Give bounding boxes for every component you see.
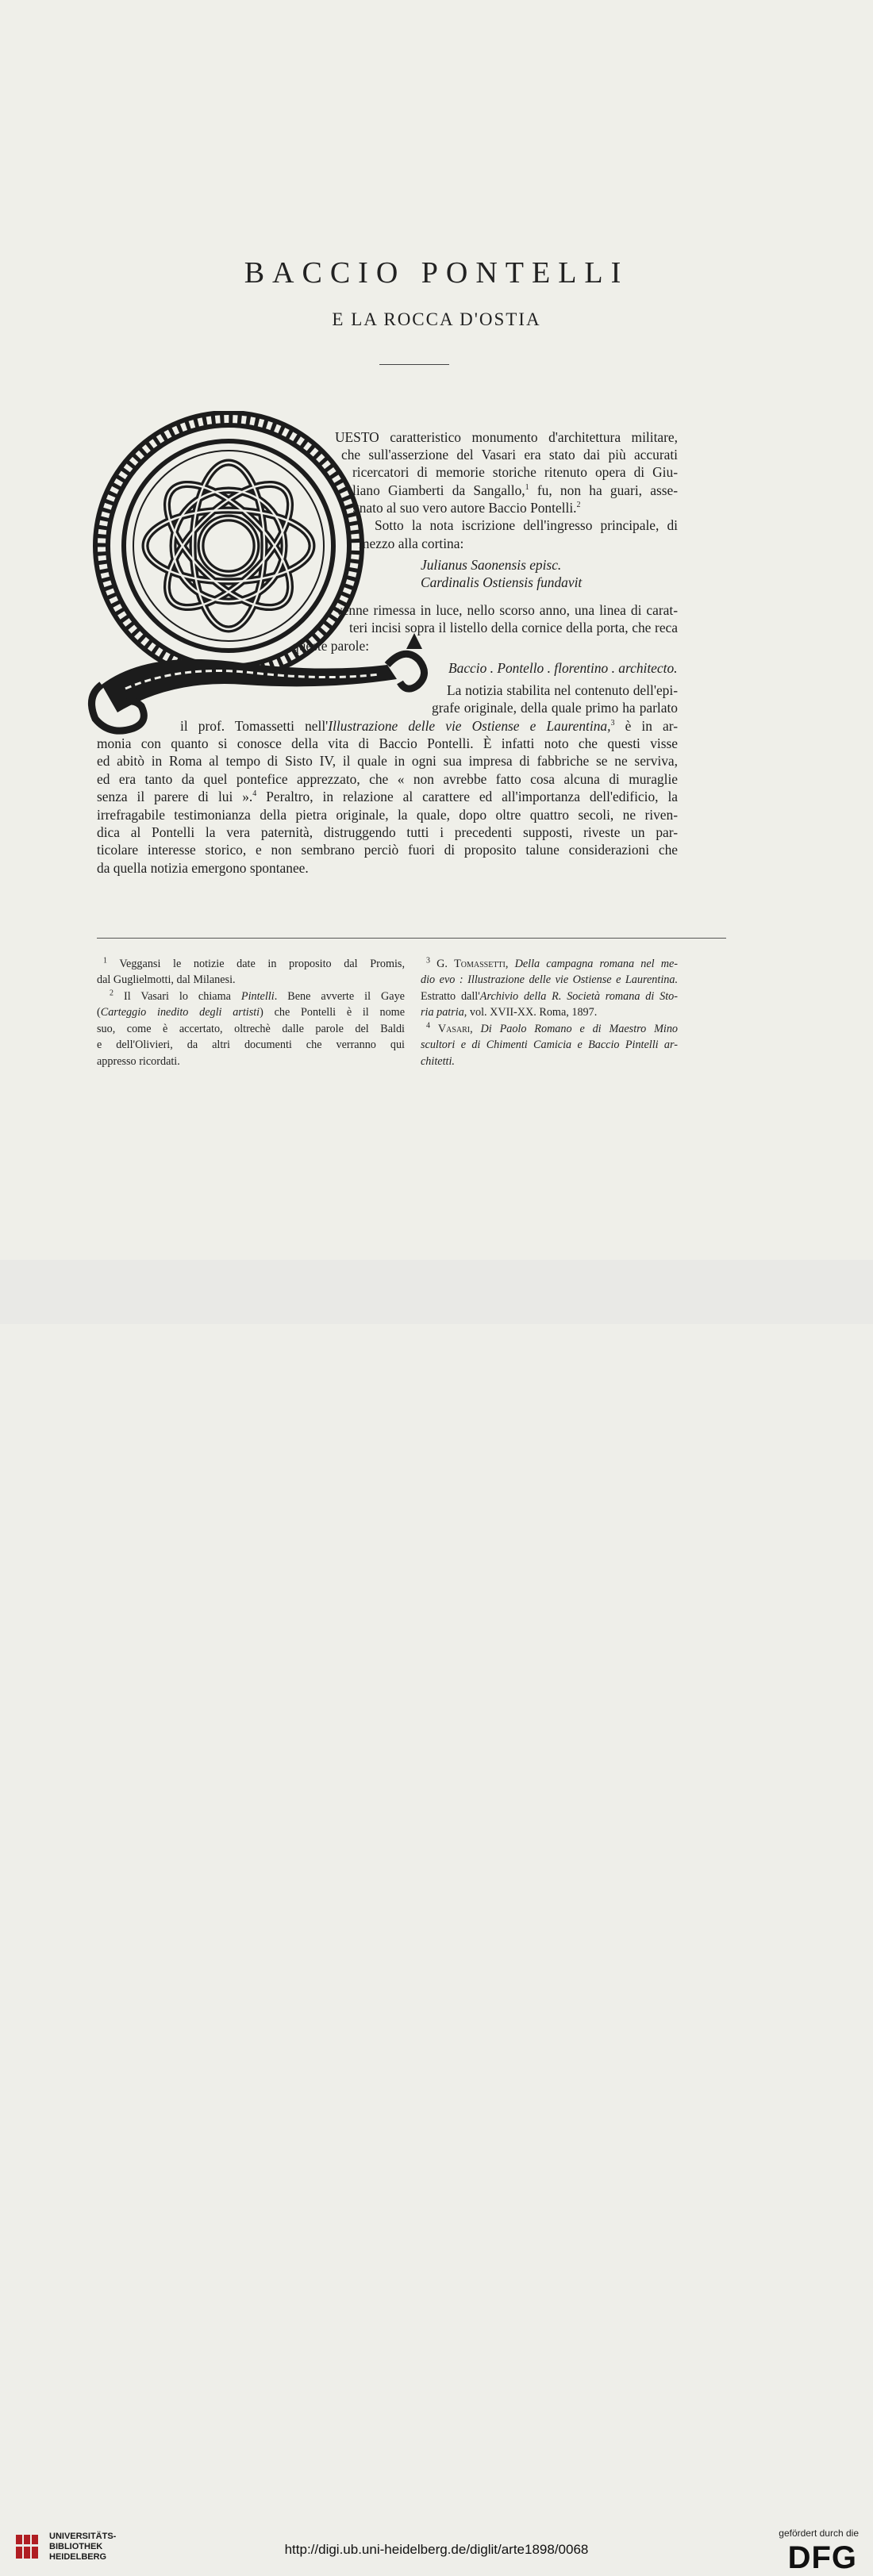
footnote-line: appresso ricordati.	[97, 1055, 180, 1068]
footnote-line: $^1$ Veggansi le notizie date in proposito dal Promis,	[103, 956, 405, 970]
article-title: BACCIO PONTELLI	[244, 256, 629, 290]
footnote-line: $^3$ G. Tomassetti, Della campagna romana nel me-	[426, 956, 679, 970]
footer-bar	[0, 1260, 873, 2575]
body-text-line: ed era tanto da quel pontefice apprezzato, che « non avrebbe fatto cosa alcuna di muraglie	[97, 771, 678, 787]
article-subtitle: E LA ROCCA D'OSTIA	[332, 309, 541, 329]
body-text-line: Sotto la nota iscrizione dell'ingresso principale, di	[375, 517, 678, 533]
body-text-line: queste parole:	[292, 638, 370, 654]
body-text-line: Cardinalis Ostiensis fundavit	[421, 574, 583, 590]
body-text-line: UESTO caratteristico monumento d'architettura militare,	[335, 429, 678, 445]
footnote-line: dio evo : Illustrazione delle vie Ostiense e Laurentina.	[421, 973, 678, 986]
footnote-line: (Carteggio inedito degli artisti) che Pontelli è il nome	[97, 1006, 405, 1019]
body-text-line: mezzo alla cortina:	[359, 536, 464, 551]
body-text-line: Julianus Saonensis episc.	[421, 557, 562, 573]
body-text-line: che sull'asserzione del Vasari era stato dai più accurati	[341, 447, 678, 463]
body-text-line: senza il parere di lui ».$^4$ Peraltro, in relazione al carattere ed all'importanza dell'edificio, la	[97, 789, 678, 804]
footnote-line: $^4$ Vasari, Di Paolo Romano e di Maestro Mino	[426, 1021, 679, 1035]
source-url-link[interactable]: http://digi.ub.uni-heidelberg.de/diglit/arte1898/0068	[284, 2542, 589, 2557]
body-text-line: monia con quanto si conosce della vita di Baccio Pontelli. È infatti noto che questi visse	[97, 735, 678, 751]
body-text-line: ricercatori di memorie storiche ritenuto opera di Giu-	[352, 464, 678, 480]
dfg-logo: DFG	[787, 2540, 857, 2575]
body-text-line: ticolare interesse storico, e non sembrano perciò fuori di proposito talune considerazioni che	[97, 842, 678, 858]
footnote-line: e dell'Olivieri, da altri documenti che verranno qui	[97, 1038, 405, 1051]
footnote-line: chitetti.	[421, 1055, 455, 1068]
title-divider	[379, 364, 449, 365]
scanned-page	[0, 0, 873, 1260]
body-text-line: dica al Pontelli la vera paternità, distruggendo tutti i precedenti supposti, riveste un par-	[97, 824, 678, 840]
footnote-rule	[97, 938, 726, 939]
footnote-line: suo, come è accertato, oltrechè dalle parole del Baldi	[97, 1023, 405, 1035]
body-text-line: da quella notizia emergono spontanee.	[97, 860, 309, 876]
body-text-line: liano Giamberti da Sangallo,$^1$ fu, non ha guari, asse-	[352, 482, 678, 498]
footnote-line: Estratto dall'Archivio della R. Società romana di Sto-	[421, 990, 678, 1003]
funding-text: gefördert durch die	[779, 2528, 859, 2539]
university-library-name: UNIVERSITÄTS- BIBLIOTHEK HEIDELBERG	[49, 2532, 117, 2562]
body-text-line: Baccio . Pontello . florentino . architecto.	[448, 660, 678, 676]
body-text-line: La notizia stabilita nel contenuto dell'epi-	[447, 682, 678, 698]
footnote-line: ria patria, vol. XVII-XX. Roma, 1897.	[421, 1006, 598, 1019]
body-text-line: irrefragabile testimonianza della pietra originale, la quale, dopo oltre quattro secoli, ne riven-	[97, 807, 678, 823]
body-text-line: il prof. Tomassetti nell'Illustrazione delle vie Ostiense e Laurentina,$^3$ è in ar-	[180, 718, 678, 734]
footnote-line: scultori e di Chimenti Camicia e Baccio Pintelli ar-	[421, 1038, 678, 1051]
body-text-line: venne rimessa in luce, nello scorso anno, una linea di carat-	[336, 602, 678, 618]
body-text-line: ed abitò in Roma al tempo di Sisto IV, il quale in ogni sua impresa di fabbriche se ne serviva,	[97, 753, 678, 769]
footnote-line: $^2$ Il Vasari lo chiama Pintelli. Bene avverte il Gaye	[110, 989, 405, 1003]
footnote-line: dal Guglielmotti, dal Milanesi.	[97, 973, 236, 986]
body-text-line: grafe originale, della quale primo ha parlato	[432, 700, 678, 716]
body-text-line: teri incisi sopra il listello della cornice della porta, che reca	[349, 620, 678, 635]
body-text-line: gnato al suo vero autore Baccio Pontelli.$^2$	[352, 500, 581, 516]
